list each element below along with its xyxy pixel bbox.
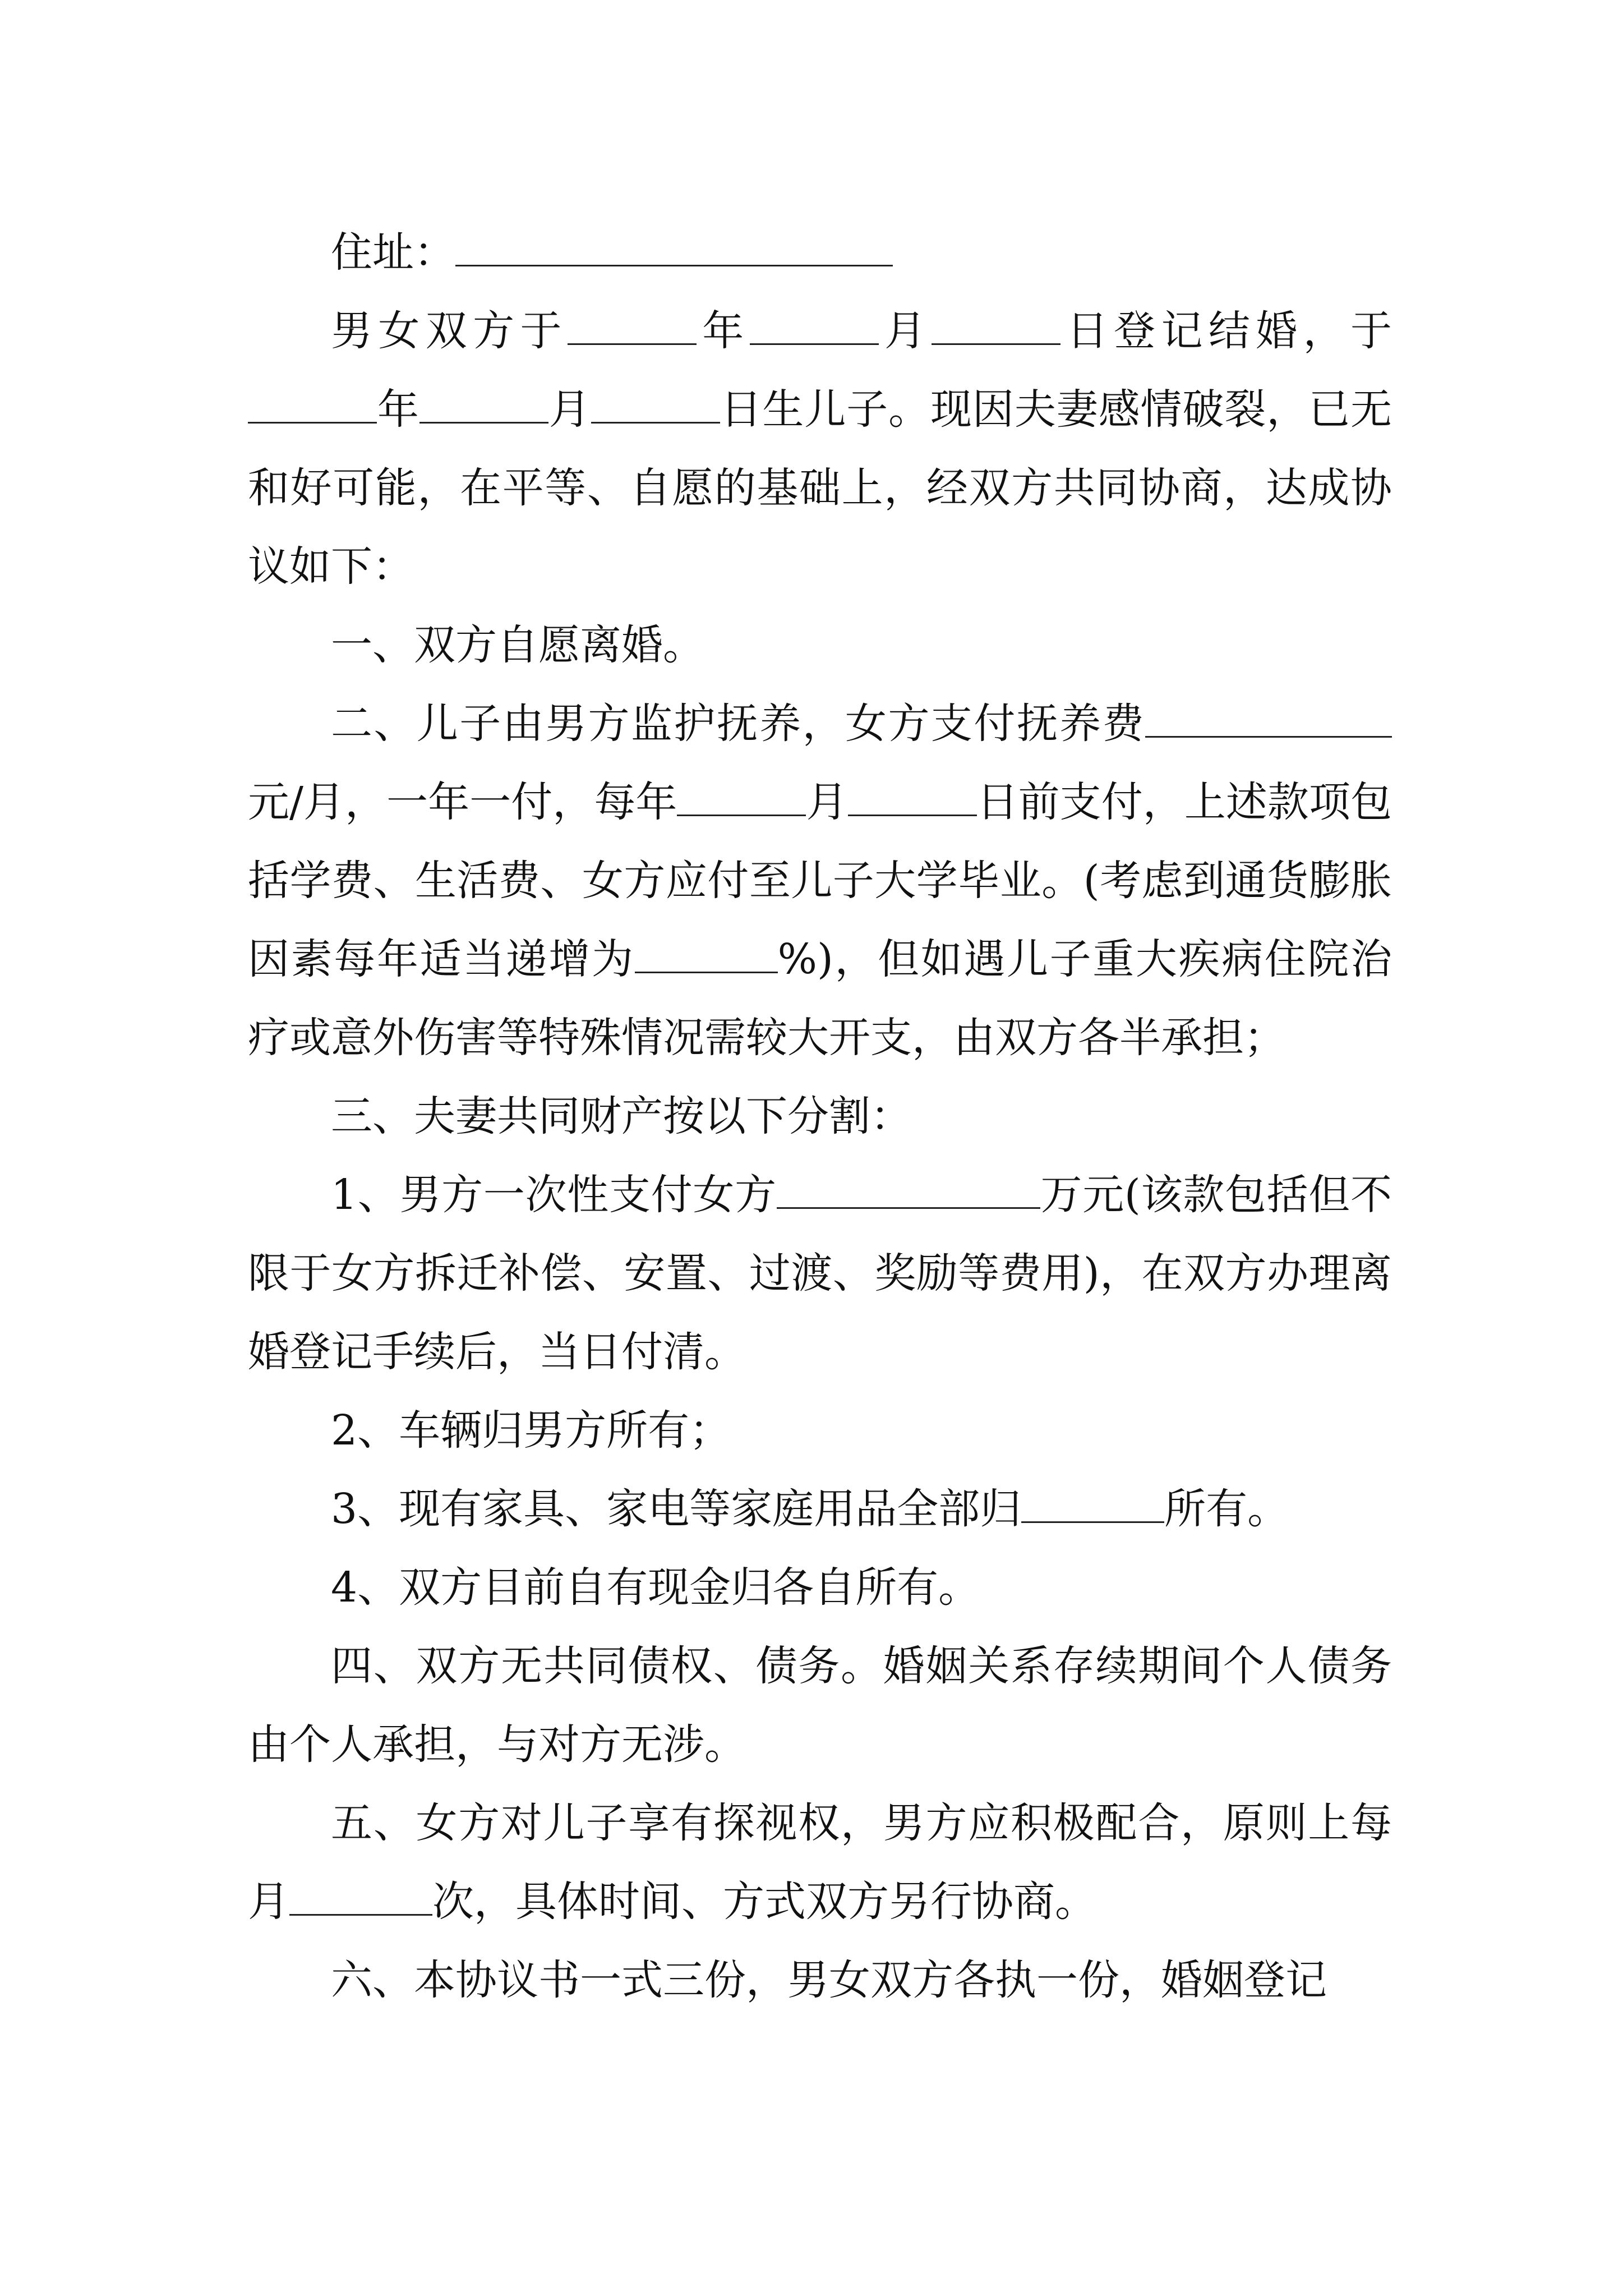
clause-4: 四、双方无共同债权、债务。婚姻关系存续期间个人债务由个人承担，与对方无涉。 — [248, 1642, 1392, 1769]
furniture-owner-blank[interactable] — [1021, 1482, 1164, 1523]
clause-3-4: 4、双方目前自有现金归各自所有。 — [331, 1563, 980, 1612]
address-line: 住址： — [248, 213, 1392, 292]
visit-count-blank[interactable] — [289, 1875, 432, 1916]
birth-day-blank[interactable] — [591, 383, 720, 424]
lump-sum-blank[interactable] — [777, 1168, 1040, 1209]
payment-month-blank[interactable] — [677, 775, 806, 816]
marriage-day-blank[interactable] — [932, 304, 1061, 345]
marriage-paragraph: 男女双方于 年 月 日登记结婚，于年 月 日生儿子。现因夫妻感情破裂，已无和好可能，在平等、自愿的基础上，经双方共同协商，达成协议如下： — [248, 292, 1392, 606]
address-blank[interactable] — [455, 226, 893, 266]
clause-3-2: 2、车辆归男方所有； — [331, 1406, 731, 1455]
marriage-month-blank[interactable] — [750, 304, 879, 345]
marriage-year-blank[interactable] — [568, 304, 697, 345]
clause-2: 二、儿子由男方监护抚养，女方支付抚养费元/月，一年一付，每年 月 日前支付，上述款项包括学费、生活费、女方应付至儿子大学毕业。(考虑到通货膨胀因素每年适当递增为 %)，但如遇儿子重大疾病住院治疗或意外伤害等特殊情况需较大开支，由双方各半承担； — [248, 684, 1392, 1077]
birth-year-blank[interactable] — [248, 383, 377, 424]
increase-rate-blank[interactable] — [635, 932, 778, 973]
clause-1: 一、双方自愿离婚。 — [331, 621, 704, 669]
clause-6: 六、本协议书一式三份，男女双方各执一份，婚姻登记 — [331, 1956, 1327, 2004]
clause-5: 五、女方对儿子享有探视权，男方应积极配合，原则上每月 次，具体时间、方式双方另行协商。 — [248, 1799, 1392, 1926]
clause-3-1: 1、男方一次性支付女方 万元(该款包括但不限于女方拆迁补偿、安置、过渡、奖励等费用)，在双方办理离婚登记手续后，当日付清。 — [248, 1156, 1392, 1391]
document-body — [248, 213, 1392, 2019]
clause-3: 三、夫妻共同财产按以下分割： — [331, 1092, 912, 1140]
support-fee-blank[interactable] — [1145, 697, 1392, 738]
payment-day-blank[interactable] — [848, 775, 977, 816]
birth-month-blank[interactable] — [419, 383, 548, 424]
clause-3-3: 3、现有家具、家电等家庭用品全部归 所有。 — [248, 1470, 1392, 1548]
